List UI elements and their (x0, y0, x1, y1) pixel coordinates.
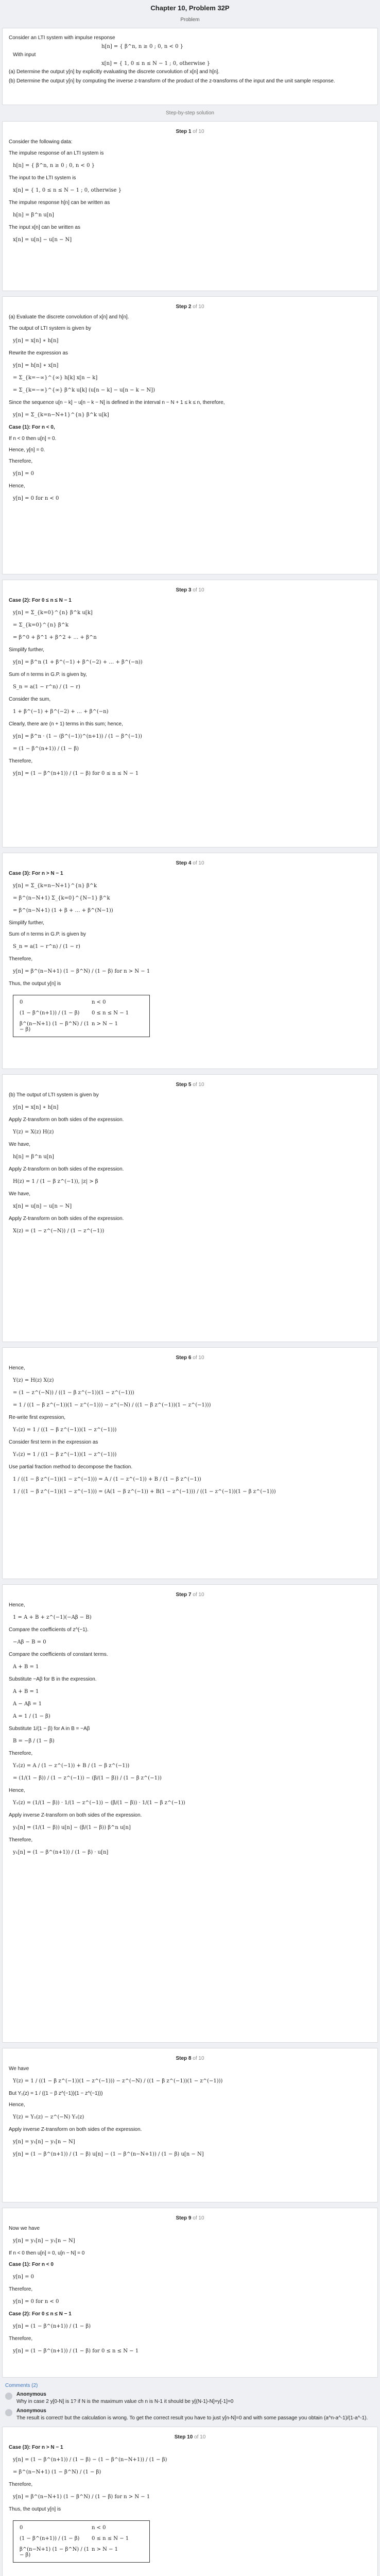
result-expression: β^(n−N+1) (1 − β^N) / (1 − β) (20, 1021, 90, 1032)
text-line: Thus, the output y[n] is (9, 981, 61, 987)
text-line: Case (2): For 0 ≤ n ≤ N − 1 (9, 2311, 72, 2317)
text-line: Use partial fraction method to decompose the fraction. (9, 1464, 133, 1470)
equation-line: Y₁(z) = (1/(1 − β)) · 1/(1 − z^(−1)) − (β/(1 − β)) · 1/(1 − β z^(−1)) (13, 1800, 185, 1806)
step-heading (9, 2434, 371, 2440)
text-line: Therefore, (9, 758, 33, 764)
text-line: Hence, (9, 1788, 25, 1793)
equation-line: 1 + β^(−1) + β^(−2) + … + β^(−n) (13, 709, 109, 715)
step-count: of 10 (194, 2434, 206, 2440)
step-card (2, 296, 378, 574)
comment-text: The result is correct! but the calculation is wrong. To get the correct result you have to just y[n-N]=0 and with some passage you obtain (a^n-a^-1)/(1-a^-1). (16, 2415, 368, 2421)
equation-line: = β^(n−N+1) Σ_{k=0}^{N−1} β^k (13, 895, 110, 901)
step-number: Step 7 (176, 1592, 192, 1598)
result-expression: 0 (20, 999, 23, 1005)
problem-intro: Consider an LTI system with impulse response (9, 35, 115, 41)
text-line: Case (3): For n > N − 1 (9, 2445, 63, 2450)
text-line: Therefore, (9, 2336, 33, 2342)
equation-line: y[n] = Σ_{k=0}^{n} β^k u[k] (13, 610, 93, 616)
equation-line: y₁[n] = (1/(1 − β)) u[n] − (β/(1 − β)) β^n u[n] (13, 1825, 131, 1831)
equation-line: A + B = 1 (13, 1689, 39, 1694)
text-line: Thus, the output y[n] is (9, 2506, 61, 2512)
equation-line: = β^(n−N+1) (1 − β^N) / (1 − β) (13, 2469, 101, 2475)
step-card (2, 2048, 378, 2202)
step-count: of 10 (193, 304, 204, 310)
problem-part-b: (b) Determine the output y[n] by computing the inverse z-transform of the product of the z-transforms of the input and the unit sample response. (9, 78, 335, 84)
text-line: Case (3): For n > N − 1 (9, 871, 63, 876)
equation-line: y[n] = (1 − β^(n+1)) / (1 − β) (13, 2324, 91, 2329)
result-expression: 0 (20, 2525, 23, 2531)
equation-line: H(z) = 1 / (1 − β z^(−1)), |z| > β (13, 1179, 98, 1184)
step-number: Step 6 (176, 1355, 192, 1361)
equation-line: y[n] = y₁[n] − y₁[n − N] (13, 2139, 75, 2145)
step-card (2, 121, 378, 291)
input-def: x[n] = { 1, 0 ≤ n ≤ N − 1 ; 0, otherwise } (101, 61, 210, 66)
result-condition: n < 0 (92, 2525, 106, 2531)
text-line: Compare the coefficients of constant terms. (9, 1652, 108, 1657)
result-condition: n < 0 (92, 999, 106, 1005)
problem-card (2, 28, 378, 105)
step-count: of 10 (193, 2056, 204, 2061)
result-condition: n > N − 1 (92, 1021, 118, 1027)
comments-link[interactable]: Comments (2) (5, 2383, 38, 2388)
result-condition: 0 ≤ n ≤ N − 1 (92, 1010, 129, 1016)
equation-line: 1 = A + B + z^(−1)(−Aβ − B) (13, 1615, 92, 1620)
step-count: of 10 (193, 587, 204, 593)
equation-line: −Aβ − B = 0 (13, 1639, 46, 1645)
text-line: Now we have (9, 2226, 40, 2231)
equation-line: 1 / ((1 − β z^(−1))(1 − z^(−1))) = (A(1 − β z^(−1)) + B(1 − z^(−1))) / ((1 − z^(−1))(1 − β z^(−1))) (13, 1489, 276, 1495)
equation-line: Y(z) = Y₁(z) − z^(−N) Y₁(z) (13, 2114, 84, 2120)
equation-line: y[n] = β^(n−N+1) (1 − β^N) / (1 − β) for n > N − 1 (13, 969, 150, 974)
text-line: Sum of n terms in G.P. is given by, (9, 672, 87, 677)
equation-line: y[n] = h[n] ∗ x[n] (13, 363, 59, 368)
text-line: Therefore, (9, 1751, 33, 1756)
steps-container (0, 121, 380, 2378)
equation-line: y[n] = (1 − β^(n+1)) / (1 − β) u[n] − (1 − β^(n−N+1)) / (1 − β) u[n − N] (13, 2151, 204, 2157)
step-number: Step 8 (176, 2056, 192, 2061)
text-line: Case (1): For n < 0 (9, 2262, 54, 2267)
step-heading (9, 1592, 371, 1598)
step-count: of 10 (193, 1355, 204, 1361)
text-line: Therefore, (9, 459, 33, 464)
equation-line: B = −β / (1 − β) (13, 1738, 55, 1744)
equation-line: y[n] = Σ_{k=n−N+1}^{n} β^k u[k] (13, 412, 109, 418)
page-title: Chapter 10, Problem 32P (150, 4, 230, 12)
text-line: Substitute 1/(1 − β) for A in B = −Aβ (9, 1726, 90, 1732)
result-condition: n > N − 1 (92, 2547, 118, 2552)
equation-line: y[n] = 0 for n < 0 (13, 2299, 59, 2304)
result-condition: 0 ≤ n ≤ N − 1 (92, 2536, 129, 2541)
text-line: Consider the following data: (9, 139, 73, 145)
result-expression: (1 − β^(n+1)) / (1 − β) (20, 2536, 80, 2541)
comment-author[interactable]: Anonymous (16, 2408, 46, 2414)
problem-part-a: (a) Determine the output y[n] by explicitly evaluating the discrete convolution of x[n] and h[n]. (9, 69, 220, 75)
equation-line: x[n] = u[n] − u[n − N] (13, 237, 72, 243)
text-line: Simplify further, (9, 647, 44, 653)
text-line: Sum of n terms in G.P. is given by (9, 931, 86, 937)
text-line: The output of LTI system is given by (9, 326, 91, 331)
equation-line: x[n] = { 1, 0 ≤ n ≤ N − 1 ; 0, otherwise } (13, 188, 122, 193)
text-line: Apply Z-transform on both sides of the expression. (9, 1117, 124, 1123)
equation-line: Y(z) = H(z) X(z) (13, 1378, 54, 1383)
equation-line: y[n] = β^n (1 + β^(−1) + β^(−2) + … + β^(−n)) (13, 659, 143, 665)
text-line: The input to the LTI system is (9, 175, 76, 181)
text-line: Compare the coefficients of z^(−1). (9, 1627, 89, 1633)
equation-line: X(z) = (1 − z^(−N)) / (1 − z^(−1)) (13, 1228, 105, 1234)
equation-line: y[n] = 0 for n < 0 (13, 496, 59, 501)
text-line: If n < 0 then u[n] = 0, u[n − N] = 0 (9, 2250, 85, 2256)
text-line: Therefore, (9, 956, 33, 962)
comment-item (5, 2392, 375, 2405)
step-heading (9, 587, 371, 593)
step-heading (9, 1355, 371, 1361)
equation-line: S_n = a(1 − r^n) / (1 − r) (13, 684, 80, 690)
step-card (2, 1347, 378, 1579)
step-heading (9, 129, 371, 134)
text-line: (a) Evaluate the discrete convolution of x[n] and h[n]. (9, 314, 129, 320)
impulse-response-def: h[n] = { β^n, n ≥ 0 ; 0, n < 0 } (101, 44, 183, 49)
text-line: Hence, (9, 483, 25, 489)
equation-line: = Σ_{k=−∞}^{∞} β^k u[k] (u[n − k] − u[n − k − N]) (13, 387, 155, 393)
equation-line: = (1/(1 − β)) / (1 − z^(−1)) − (β/(1 − β)) / (1 − β z^(−1)) (13, 1775, 162, 1781)
problem-heading: Problem (180, 17, 200, 23)
equation-line: y[n] = (1 − β^(n+1)) / (1 − β) − (1 − β^(n−N+1)) / (1 − β) (13, 2457, 167, 2463)
equation-line: = β^(n−N+1) (1 + β + … + β^(N−1)) (13, 908, 113, 913)
result-expression: β^(n−N+1) (1 − β^N) / (1 − β) (20, 2547, 90, 2558)
text-line: Therefore, (9, 1837, 33, 1843)
result-box (13, 995, 150, 1037)
text-line: The impulse response of an LTI system is (9, 150, 104, 156)
text-line: Apply inverse Z-transform on both sides of the expression. (9, 2127, 142, 2132)
equation-line: Y₁(z) = A / (1 − z^(−1)) + B / (1 − β z^(−1)) (13, 1763, 130, 1769)
text-line: Since the sequence u[n − k] − u[n − k − N] is defined in the interval n − N + 1 ≤ k ≤ n, therefore, (9, 400, 225, 405)
equation-line: y[n] = y₁[n] − y₁[n − N] (13, 2238, 75, 2244)
text-line: Consider the sum, (9, 697, 51, 702)
text-line: Therefore, (9, 2482, 33, 2487)
step-heading (9, 1082, 371, 1088)
equation-line: Y₁(z) = 1 / ((1 − β z^(−1))(1 − z^(−1))) (13, 1452, 117, 1458)
comment-author[interactable]: Anonymous (16, 2392, 46, 2397)
step-heading (9, 860, 371, 866)
text-line: Rewrite the expression as (9, 350, 68, 356)
step-number: Step 1 (176, 129, 192, 134)
user-avatar (5, 2409, 12, 2416)
equation-line: y[n] = x[n] ∗ h[n] (13, 338, 59, 344)
text-line: Re-write first expression, (9, 1415, 66, 1420)
step-heading (9, 2215, 371, 2221)
solution-divider: Step-by-step solution (166, 110, 214, 116)
equation-line: h[n] = β^n u[n] (13, 212, 54, 218)
step-card (2, 1584, 378, 2043)
step-heading (9, 2056, 371, 2061)
equation-line: A + B = 1 (13, 1664, 39, 1670)
text-line: Clearly, there are (n + 1) terms in this sum; hence, (9, 721, 123, 727)
text-line: We have (9, 2066, 29, 2072)
step-card (2, 853, 378, 1069)
equation-line: S_n = a(1 − r^n) / (1 − r) (13, 944, 80, 950)
equation-line: = β^0 + β^1 + β^2 + … + β^n (13, 635, 97, 640)
text-line: Hence, (9, 1602, 25, 1608)
step-number: Step 2 (176, 304, 192, 310)
comment-text: Why in case 2 y[0-N] is 1? if N is the maximum value ch n is N-1 it should be y[(N-1)-N]=y[-1]=0 (16, 2399, 234, 2404)
step-count: of 10 (193, 860, 204, 866)
text-line: (b) The output of LTI system is given by (9, 1092, 99, 1098)
equation-line: = 1 / ((1 − β z^(−1))(1 − z^(−1))) − z^(−N) / ((1 − β z^(−1))(1 − z^(−1))) (13, 1402, 211, 1408)
text-line: If n < 0 then u[n] = 0. (9, 436, 57, 442)
text-line: Apply inverse Z-transform on both sides of the expression. (9, 1812, 142, 1818)
step-number: Step 5 (176, 1082, 192, 1088)
text-line: Hence, y[n] = 0. (9, 447, 45, 453)
text-line: Hence, (9, 1365, 25, 1371)
equation-line: y[n] = β^n · (1 − (β^(−1))^(n+1)) / (1 − β^(−1)) (13, 734, 142, 739)
equation-line: y[n] = β^(n−N+1) (1 − β^N) / (1 − β) for n > N − 1 (13, 2494, 150, 2500)
text-line: The input x[n] can be written as (9, 225, 80, 230)
text-line: Case (1): For n < 0, (9, 425, 55, 430)
equation-line: y[n] = (1 − β^(n+1)) / (1 − β) for 0 ≤ n ≤ N − 1 (13, 2348, 139, 2354)
equation-line: y[n] = 0 (13, 2274, 34, 2280)
equation-line: Y₁(z) = 1 / ((1 − β z^(−1))(1 − z^(−1))) (13, 1427, 117, 1433)
step-number: Step 9 (176, 2215, 192, 2221)
step-number: Step 10 (174, 2434, 193, 2440)
step-count: of 10 (193, 1592, 204, 1598)
result-box (13, 2520, 150, 2563)
equation-line: y[n] = 0 (13, 471, 34, 477)
text-line: Substitute −Aβ for B in the expression. (9, 1676, 97, 1682)
equation-line: y[n] = x[n] ∗ h[n] (13, 1105, 59, 1110)
text-line: But Y₁(z) = 1 / ((1 − β z^(−1))(1 − z^(−1))) (9, 2091, 103, 2096)
equation-line: Y(z) = 1 / ((1 − β z^(−1))(1 − z^(−1))) − z^(−N) / ((1 − β z^(−1))(1 − z^(−1))) (13, 2078, 223, 2084)
equation-line: = Σ_{k=0}^{n} β^k (13, 622, 69, 628)
step-card (2, 2427, 378, 2576)
text-line: Simplify further, (9, 920, 44, 926)
text-line: We have, (9, 1142, 31, 1147)
step-card (2, 580, 378, 848)
step-card (2, 1074, 378, 1342)
problem-input-lead: With input (13, 52, 36, 58)
text-line: Apply Z-transform on both sides of the expression. (9, 1166, 124, 1172)
step-count: of 10 (193, 2215, 204, 2221)
equation-line: = (1 − z^(−N)) / ((1 − β z^(−1))(1 − z^(−1))) (13, 1390, 134, 1396)
step-number: Step 4 (176, 860, 192, 866)
equation-line: A = 1 / (1 − β) (13, 1714, 50, 1719)
equation-line: x[n] = u[n] − u[n − N] (13, 1204, 72, 1209)
equation-line: A − Aβ = 1 (13, 1701, 42, 1707)
text-line: Hence, (9, 2102, 25, 2108)
comment-item (5, 2408, 375, 2421)
equation-line: Y(z) = X(z) H(z) (13, 1129, 54, 1135)
text-line: Consider first term in the expression as (9, 1439, 98, 1445)
step-count: of 10 (193, 1082, 204, 1088)
step-heading (9, 304, 371, 310)
user-avatar (5, 2393, 12, 2400)
steps-after-container (0, 2427, 380, 2576)
equation-line: h[n] = β^n u[n] (13, 1154, 54, 1160)
equation-line: 1 / ((1 − β z^(−1))(1 − z^(−1))) = A / (1 − z^(−1)) + B / (1 − β z^(−1)) (13, 1477, 201, 1482)
equation-line: = (1 − β^(n+1)) / (1 − β) (13, 746, 79, 752)
text-line: Case (2): For 0 ≤ n ≤ N − 1 (9, 598, 72, 603)
equation-line: y[n] = (1 − β^(n+1)) / (1 − β) for 0 ≤ n ≤ N − 1 (13, 771, 139, 776)
equation-line: h[n] = { β^n, n ≥ 0 ; 0, n < 0 } (13, 163, 95, 168)
equation-line: = Σ_{k=−∞}^{∞} h[k] x[n − k] (13, 375, 98, 381)
result-expression: (1 − β^(n+1)) / (1 − β) (20, 1010, 80, 1016)
text-line: Apply Z-transform on both sides of the expression. (9, 1216, 124, 1222)
equation-line: y₁[n] = (1 − β^(n+1)) / (1 − β) · u[n] (13, 1850, 109, 1855)
text-line: Therefore, (9, 2286, 33, 2292)
equation-line: y[n] = Σ_{k=n−N+1}^{n} β^k (13, 883, 97, 889)
step-number: Step 3 (176, 587, 192, 593)
step-count: of 10 (193, 129, 204, 134)
text-line: The impulse response h[n] can be written as (9, 200, 110, 206)
text-line: We have, (9, 1191, 31, 1197)
step-card (2, 2208, 378, 2378)
